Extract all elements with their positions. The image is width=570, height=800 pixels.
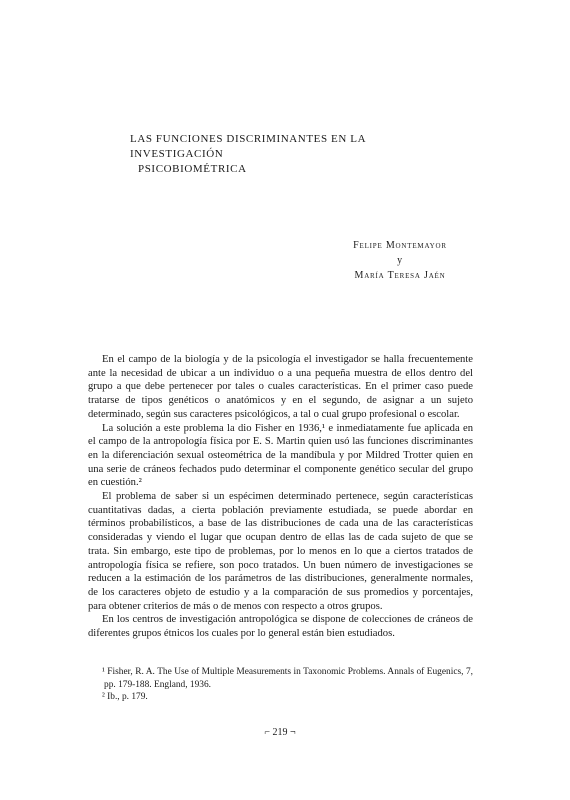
footnotes: [88, 666, 473, 704]
title-line-2: PSICOBIOMÉTRICA: [138, 163, 247, 175]
paragraph: En el campo de la biología y de la psicología el investigador se halla frecuentemente ante la necesidad de ubicar a un individuo o a una pequeña muestra de ellos dentro del grupo a que debe pertenecer por tales o cuales características. En el primer caso puede tratarse de tipos genéticos o anatómicos y en el segundo, de asignar a un sujeto determinado, según sus caracteres psicológicos, a tal o cual grupo profesional o escolar.: [88, 354, 473, 420]
body-text: [88, 353, 473, 641]
authors-block: [320, 238, 480, 283]
paragraph: El problema de saber si un espécimen determinado pertenece, según características cuantitativas dadas, a cierta población previamente estudiada, se puede abordar en términos probabilísticos, a base de las distribuciones de cada una de las características consideradas y viendo el lugar que ocupan dentro de ellas las de cada sujeto de que se trata. Sin embargo, este tipo de problemas, por lo menos en lo que a ciertos tratados de antropología física se refiere, son poco tratados. Un buen número de investigaciones se reducen a la estimación de los parámetros de las distribuciones, generalmente normales, de los caracteres objeto de estudio y a la comparación de sus promedios y porcentajes, para obtener criterios de más o de menos con respecto a otros grupos.: [88, 491, 473, 612]
paragraph: En los centros de investigación antropológica se dispone de colecciones de cráneos de diferentes grupos étnicos los cuales por lo general están bien estudiados.: [88, 614, 473, 640]
author-name: María Teresa Jaén: [354, 270, 446, 281]
article-title: [130, 132, 460, 177]
author-name: Felipe Montemayor: [353, 240, 447, 251]
footnote: ¹ Fisher, R. A. The Use of Multiple Measurements in Taxonomic Problems. Annals of Eugenics, 7, pp. 179-188. England, 1936.: [102, 667, 473, 690]
paragraph: La solución a este problema la dio Fisher en 1936,¹ e inmediatamente fue aplicada en el campo de la antropología física por E. S. Martin quien usó las funciones discriminantes en la diferenciación sexual osteométrica de la mandíbula y por Mildred Trotter quien en una serie de cráneos fechados pudo determinar el componente genético secular del grupo en cuestión.²: [88, 422, 473, 489]
footnote: ² Ib., p. 179.: [102, 692, 148, 702]
title-line-1: LAS FUNCIONES DISCRIMINANTES EN LA INVESTIGACIÓN: [130, 133, 366, 160]
page-number: ⌐ 219 ¬: [264, 727, 296, 738]
author-conjunction: y: [397, 255, 403, 266]
